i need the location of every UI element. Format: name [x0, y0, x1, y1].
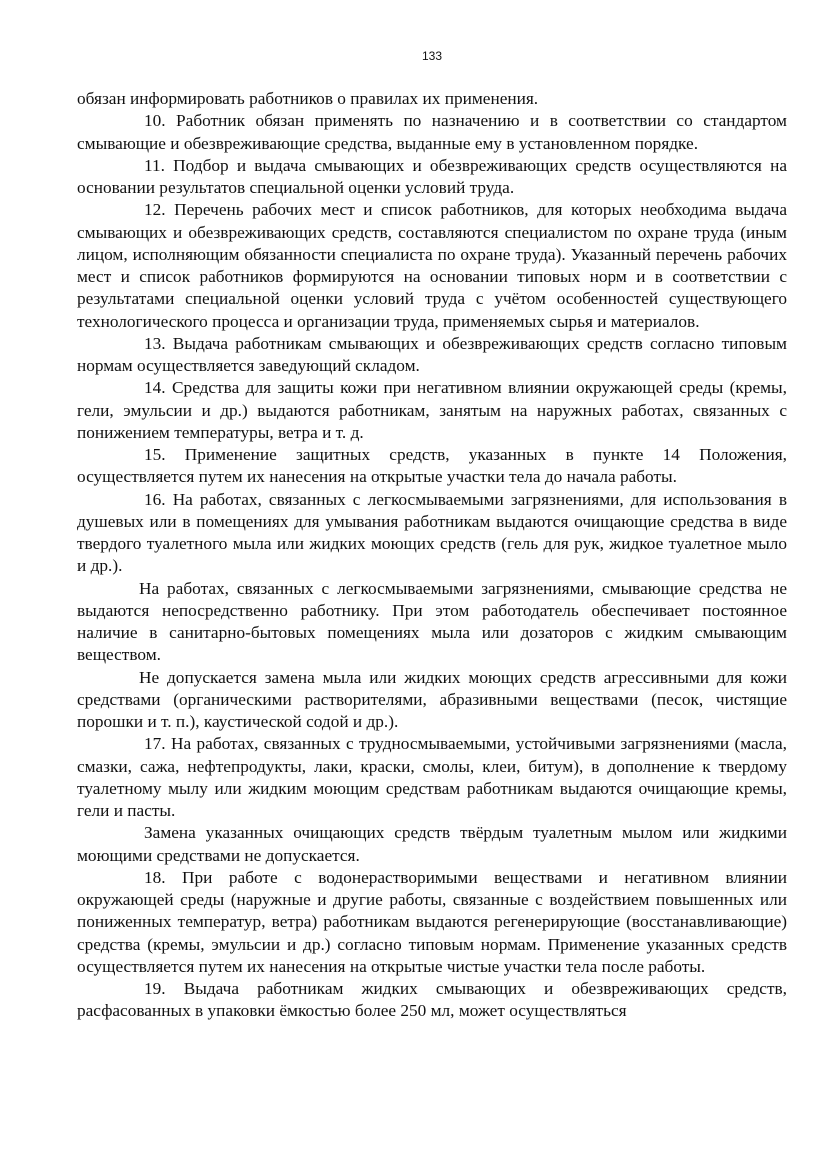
paragraph-item-14: 14. Средства для защиты кожи при негативном влиянии окружающей среды (кремы, гели, эмульсии и др.) выдаются работникам, занятым на наружных работах, связанных с понижением температуры, ветра и т. д.	[77, 378, 787, 442]
paragraph-item-15: 15. Применение защитных средств, указанных в пункте 14 Положения, осуществляется путем их нанесения на открытые участки тела до начала работы.	[77, 445, 787, 487]
page-number: 133	[421, 49, 443, 63]
paragraph-item-10: 10. Работник обязан применять по назначению и в соответствии со стандартом смывающие и обезвреживающие средства, выданные ему в установленном порядке.	[77, 111, 787, 153]
paragraph-item-11: 11. Подбор и выдача смывающих и обезвреживающих средств осуществляются на основании результатов специальной оценки условий труда.	[77, 155, 787, 197]
paragraph-item-16: 16. На работах, связанных с легкосмываемыми загрязнениями, для использования в душевых или в помещениях для умывания работникам выдаются очищающие средства в виде твердого туалетного мыла или жидких моющих средств (гель для рук, жидкое туалетное мыло и др.).	[77, 489, 787, 576]
paragraph-item-17-note: Замена указанных очищающих средств твёрдым туалетным мылом или жидкими моющими средствами не допускается.	[77, 823, 787, 865]
paragraph-item-13: 13. Выдача работникам смывающих и обезвреживающих средств согласно типовым нормам осуществляется заведующий складом.	[77, 333, 787, 375]
paragraph-continuation: обязан информировать работников о правилах их применения.	[77, 89, 539, 108]
paragraph-item-17: 17. На работах, связанных с трудносмываемыми, устойчивыми загрязнениями (масла, смазки, сажа, нефтепродукты, лаки, краски, смолы, клеи, битум), в дополнение к твердому туалетному мылу или жидким моющим средствам работникам выдаются очищающие кремы, гели и пасты.	[77, 734, 787, 820]
paragraph-item-16-note-1: На работах, связанных с легкосмываемыми загрязнениями, смывающие средства не выдаются непосредственно работнику. При этом работодатель обеспечивает постоянное наличие в санитарно-бытовых помещениях мыла или дозаторов с жидким смывающим веществом.	[77, 578, 787, 665]
paragraph-item-12: 12. Перечень рабочих мест и список работников, для которых необходима выдача смывающих и обезвреживающих средств, составляются специалистом по охране труда (иным лицом, исполняющим обязанности специалиста по охране труда). Указанный перечень рабочих мест и список работников формируются на основании типовых норм и в соответствии с результатами специальной оценки условий труда с учётом особенностей существующего технологического процесса и организации труда, применяемых сырья и материалов.	[77, 200, 787, 331]
paragraph-item-19: 19. Выдача работникам жидких смывающих и обезвреживающих средств, расфасованных в упаковки ёмкостью более 250 мл, может осуществляться	[77, 979, 787, 1021]
paragraph-item-16-note-2: Не допускается замена мыла или жидких моющих средств агрессивными для кожи средствами (органическими растворителями, абразивными веществами (песок, чистящие порошки и т. п.), каустической содой и др.).	[77, 667, 787, 731]
document-body	[77, 88, 787, 1023]
paragraph-item-18: 18. При работе с водонерастворимыми веществами и негативном влиянии окружающей среды (наружные и другие работы, связанные с воздействием повышенных или пониженных температур, ветра) работникам выдаются регенерирующие (восстанавливающие) средства (кремы, эмульсии и др.) согласно типовым нормам. Применение указанных средств осуществляется путем их нанесения на открытые чистые участки тела после работы.	[77, 867, 787, 976]
